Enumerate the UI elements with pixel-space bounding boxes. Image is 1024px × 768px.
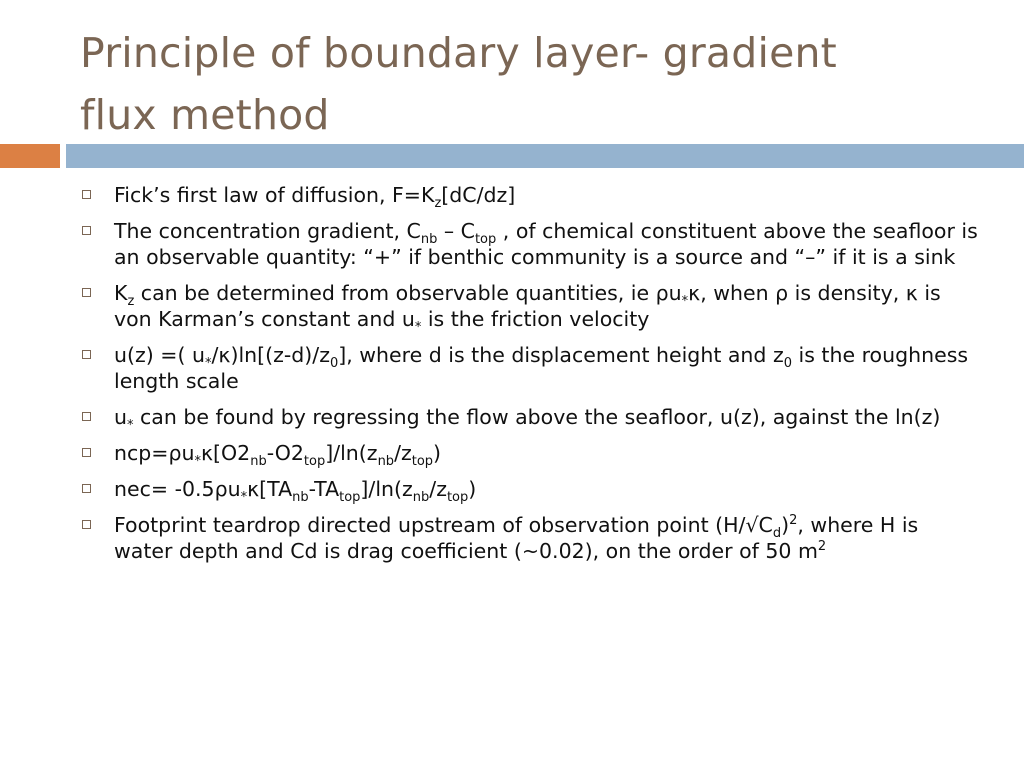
bullet-item-ficks-law: Fick’s first law of diffusion, $F=K_z[dC/dz]$ — [80, 182, 980, 208]
bullet-item-ncp-equation: $ncp=\rho u_*\kappa[O2_{nb}-O2_{top}]/\ln(z_{nb}/z_{top})$ — [80, 440, 980, 466]
square-bullet-icon — [82, 412, 91, 421]
title-line-1: Principle of boundary layer- gradient — [80, 29, 837, 77]
square-bullet-icon — [82, 226, 91, 235]
square-bullet-icon — [82, 520, 91, 529]
bullet-item-concentration-gradient: The concentration gradient, $C_{nb} - C_{top}$ , of chemical constituent above the seafloor is an observable quantity: “+” if benthic community is a source and “–” if it is a sink — [80, 218, 980, 270]
slide-title — [80, 22, 980, 146]
square-bullet-icon — [82, 190, 91, 199]
square-bullet-icon — [82, 448, 91, 457]
square-bullet-icon — [82, 350, 91, 359]
bullet-item-log-profile: u(z) =( $u_*/\kappa)\ln[(z-d)/z_0]$, where d is the displacement height and $z_0$ is the roughness length scale — [80, 342, 980, 394]
bullet-item-footprint: Footprint teardrop directed upstream of observation point $(H/√C_d)^2$, where H is water depth and Cd is drag coefficient (~0.02), on the order of 50 $m^2$ — [80, 512, 980, 564]
accent-bar-blue — [66, 144, 1024, 168]
square-bullet-icon — [82, 288, 91, 297]
title-line-2: flux method — [80, 91, 330, 139]
bullet-item-kz-determination: $K_z$ can be determined from observable quantities, ie $\rho u_*\kappa$, when ρ is density, κ is von Karman’s constant and $u_*$ is the friction velocity — [80, 280, 980, 332]
bullet-item-nec-equation: $nec= -0.5\rho u_*\kappa[TA_{nb}-TA_{top}]/\ln(z_{nb}/z_{top})$ — [80, 476, 980, 502]
bullet-item-friction-velocity: $u_*$ can be found by regressing the flow above the seafloor, u(z), against the ln(z) — [80, 404, 980, 430]
square-bullet-icon — [82, 484, 91, 493]
bullet-list — [80, 182, 980, 574]
accent-bar-orange — [0, 144, 60, 168]
